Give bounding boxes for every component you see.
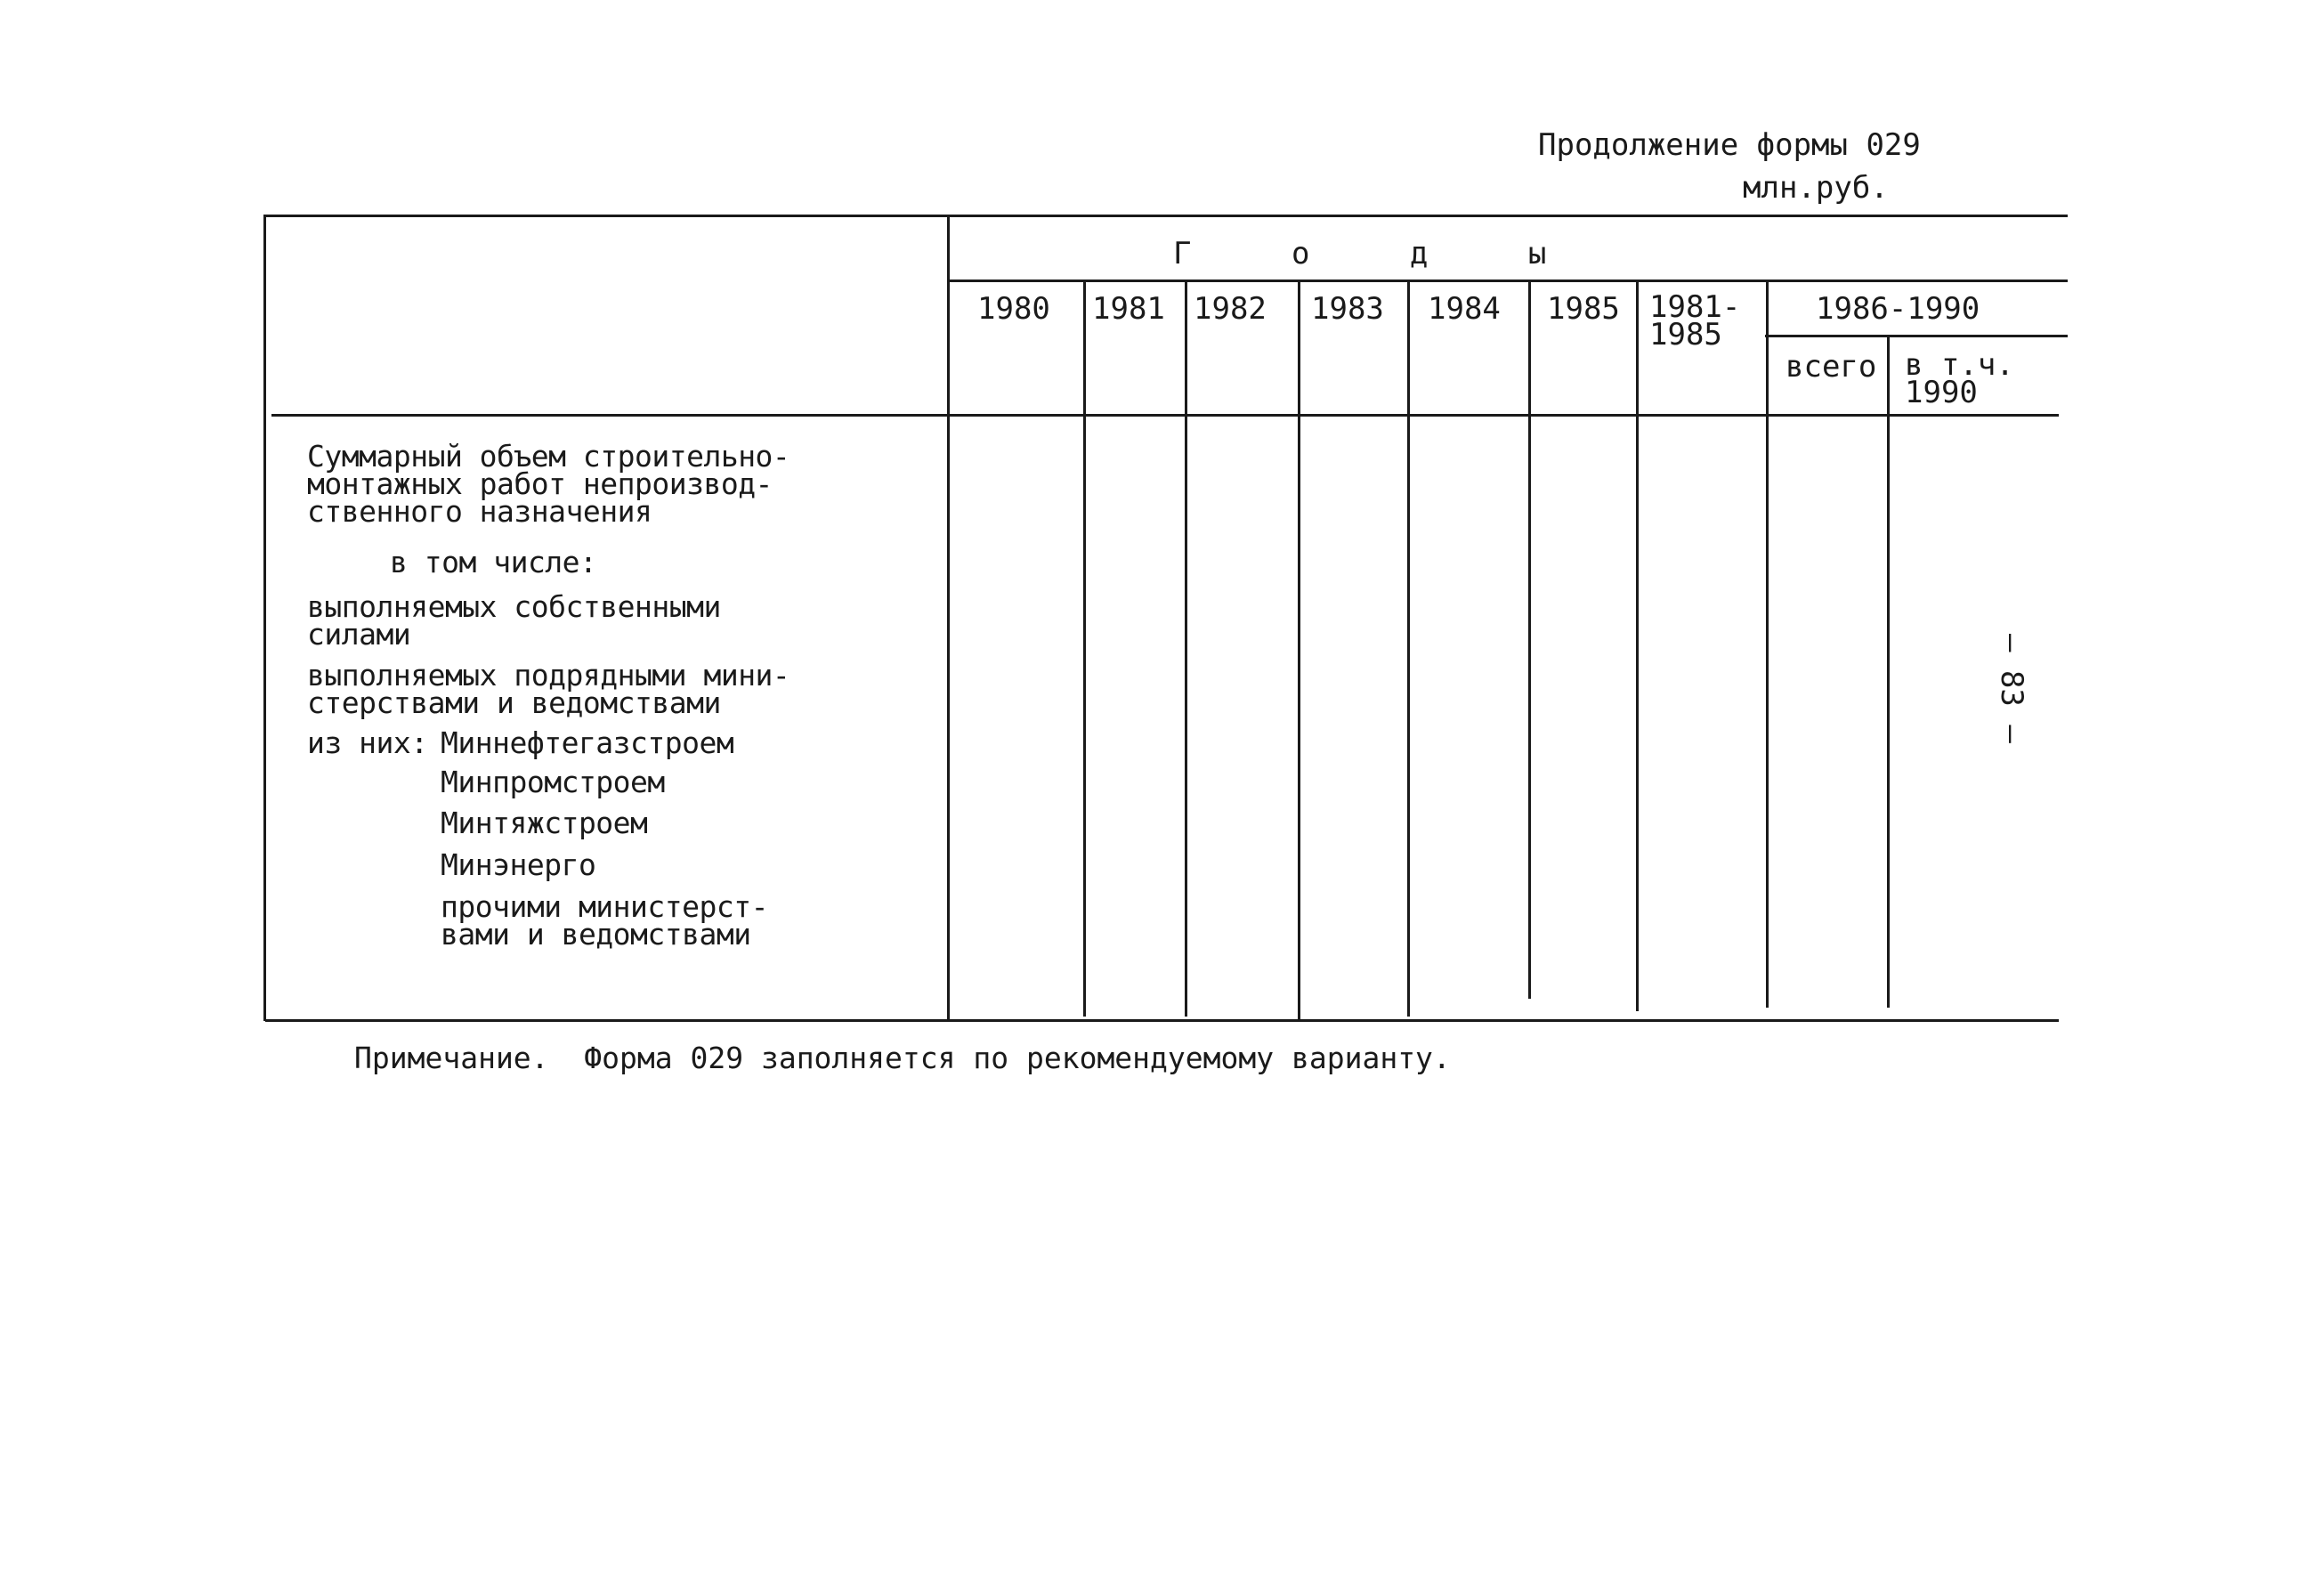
period-subheader-divider bbox=[1765, 335, 2068, 337]
years-header-divider bbox=[949, 280, 2068, 282]
column-header-total: всего bbox=[1786, 349, 1877, 385]
row-label-own-forces: выполняемых собственными силами bbox=[307, 589, 721, 652]
column-header-1981-1985: 1981- 1985 bbox=[1649, 289, 1741, 352]
column-header-1986-1990: 1986-1990 bbox=[1816, 291, 1980, 327]
note-text: Примечание. Форма 029 заполняется по рекомендуемому варианту. bbox=[354, 1041, 1451, 1075]
label-column-divider bbox=[947, 215, 950, 1021]
column-divider-1981 bbox=[1185, 281, 1187, 1017]
column-divider-1984 bbox=[1528, 281, 1531, 999]
column-header-1981: 1981 bbox=[1092, 291, 1165, 327]
table-left-border bbox=[263, 215, 266, 1021]
table-bottom-border bbox=[265, 1019, 2059, 1022]
row-label-mintyazhstroy: Минтяжстроем bbox=[441, 806, 648, 840]
years-header: Г о д ы bbox=[1173, 236, 1588, 271]
header-bottom-border bbox=[271, 414, 2059, 417]
table-top-border bbox=[265, 215, 2068, 217]
column-header-1985: 1985 bbox=[1547, 291, 1620, 327]
row-label-total-volume: Суммарный объем строительно- монтажных работ непроизвод- ственного назначения bbox=[307, 439, 790, 529]
row-label-minpromstroy: Минпромстроем bbox=[441, 765, 665, 799]
column-header-1983: 1983 bbox=[1311, 291, 1384, 327]
column-header-1984: 1984 bbox=[1428, 291, 1501, 327]
page-number: — 83 — bbox=[1994, 634, 2029, 743]
row-label-minenergo: Минэнерго bbox=[441, 847, 596, 882]
row-label-contract-ministries: выполняемых подрядными мини- стерствами и ведомствами bbox=[307, 658, 790, 720]
column-divider-1982 bbox=[1298, 281, 1300, 1020]
column-divider-total bbox=[1887, 336, 1890, 1008]
row-label-other-ministries: прочими министерст- вами и ведомствами bbox=[441, 889, 768, 952]
column-header-1980: 1980 bbox=[977, 291, 1050, 327]
row-label-of-them: из них: bbox=[307, 725, 428, 760]
units-label: млн.руб. bbox=[1743, 170, 1889, 206]
row-label-minneftegazstroy: Миннефтегазстроем bbox=[441, 725, 734, 760]
column-header-incl-1990: в т.ч. 1990 bbox=[1905, 347, 2014, 410]
column-divider-1980 bbox=[1083, 281, 1086, 1017]
column-divider-1985 bbox=[1636, 281, 1639, 1011]
column-header-1982: 1982 bbox=[1194, 291, 1267, 327]
column-divider-1981-1985 bbox=[1766, 281, 1769, 1008]
row-label-including: в том числе: bbox=[390, 545, 597, 579]
column-divider-1983 bbox=[1407, 281, 1410, 1017]
form-continuation-title: Продолжение формы 029 bbox=[1538, 127, 1921, 163]
